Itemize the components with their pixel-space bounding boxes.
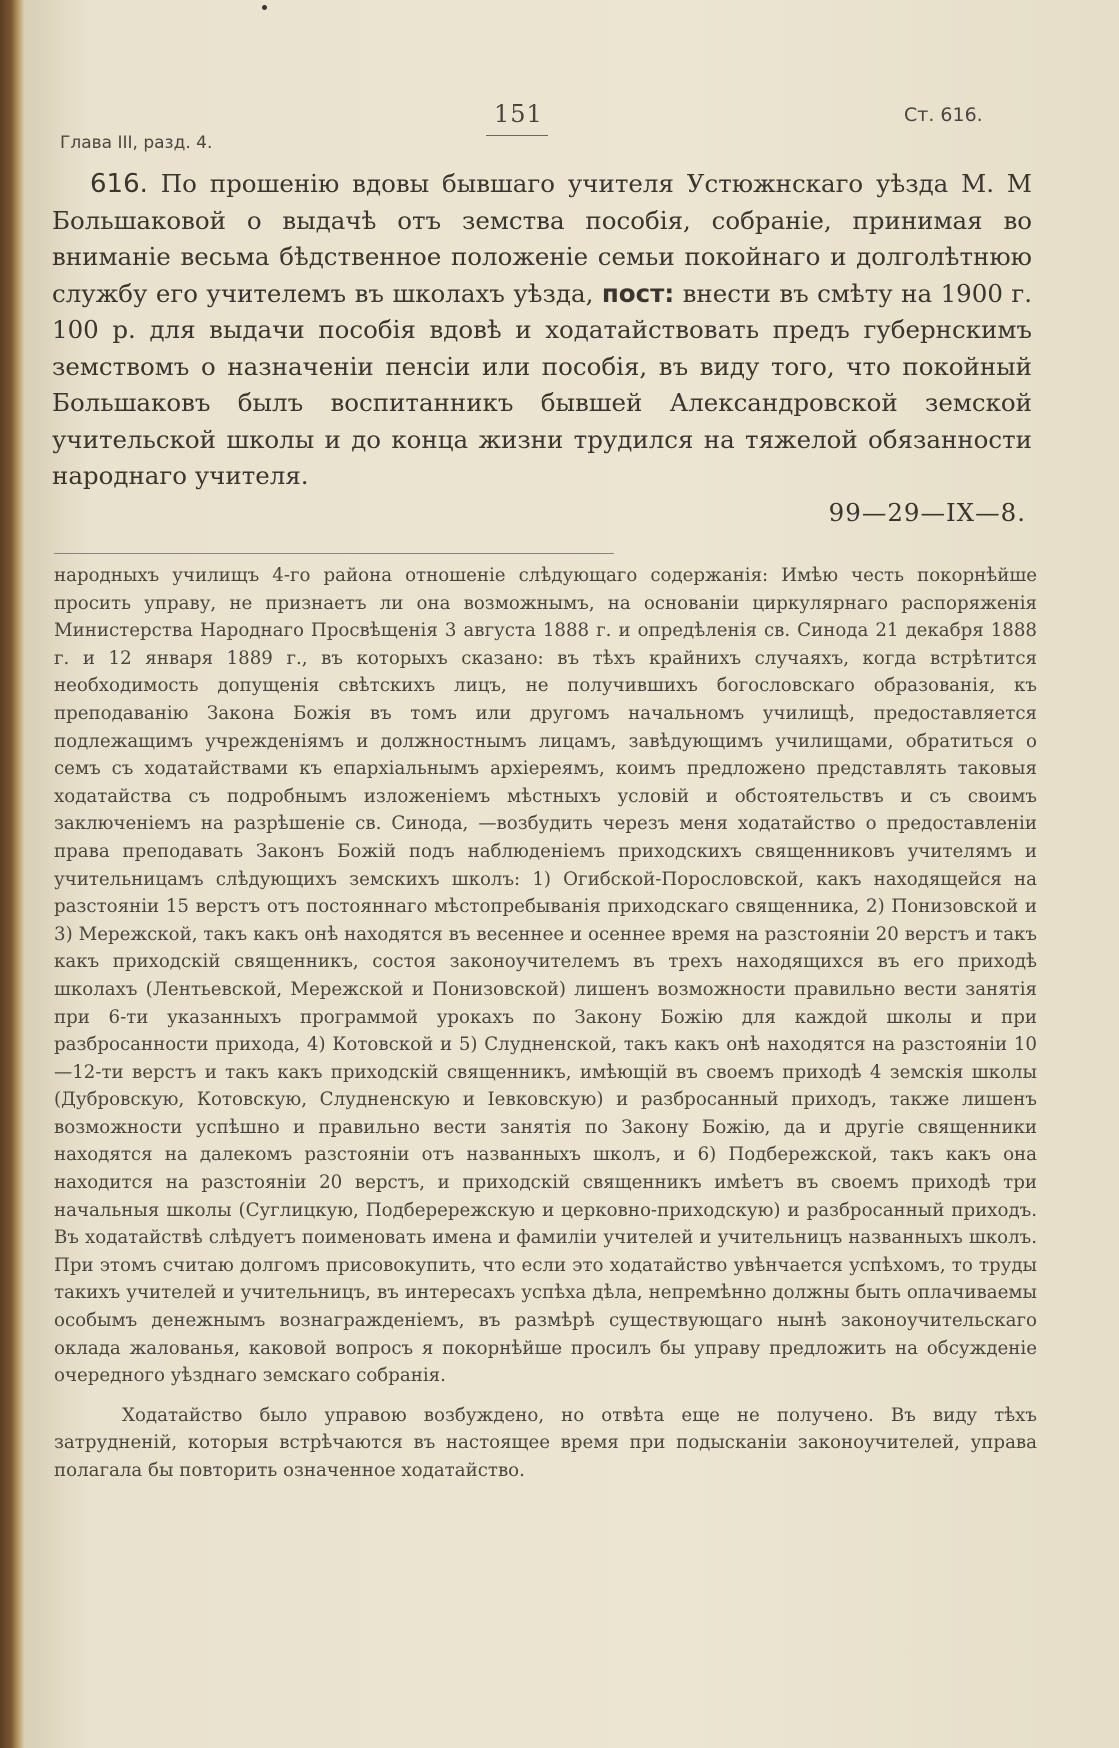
chapter-heading: Глава III, разд. 4. xyxy=(60,133,213,153)
page xyxy=(24,0,1119,1748)
article-reference: Ст. 616. xyxy=(904,104,983,126)
article-number: 616. xyxy=(90,169,148,199)
article-text-end: внести въ смѣту на 1900 г. 100 р. для выдачи пособія вдовѣ и ходатайствовать предъ губернскимъ земствомъ о назначеніи пенсіи или пособія, въ виду того, что покойный Большаковъ былъ воспитанникъ бывшей Александровской земской учительской школы и до конца жизни трудился на тяжелой обязанности народнаго учителя. xyxy=(52,278,1033,490)
section-separator xyxy=(54,553,614,554)
article-616 xyxy=(52,166,1032,531)
page-number-rule xyxy=(486,135,548,136)
continuation-text xyxy=(54,562,1037,1485)
article-signature: 99—29—IX—8. xyxy=(828,497,1026,527)
book-spine xyxy=(0,0,24,1748)
resolution-label: пост: xyxy=(601,278,675,308)
ink-speck xyxy=(262,5,267,10)
page-number: 151 xyxy=(494,100,543,128)
continuation-paragraph: Ходатайство было управою возбуждено, но отвѣта еще не получено. Въ виду тѣхъ затрудненій, которыя встрѣчаются въ настоящее время при подысканіи законоучителей, управа полагала бы повторить означенное ходатайство. xyxy=(54,1404,1037,1481)
continuation-paragraph: народныхъ училищъ 4-го района отношеніе слѣдующаго содержанія: Имѣю честь покорнѣйше просить управу, не признаетъ ли она возможнымъ, на основаніи циркулярнаго распоряженія Министерства Народнаго Просвѣщенія 3 августа 1888 г. и опредѣленія св. Синода 21 декабря 1888 г. и 12 января 1889 г., въ которыхъ сказано: въ тѣхъ крайнихъ случаяхъ, когда встрѣтится необходимость допущенія свѣтскихъ лицъ, не получившихъ богословскаго образованія, къ преподаванію Закона Божія въ томъ или другомъ начальномъ училищѣ, предоставляется подлежащимъ учрежденіямъ и должностнымъ лицамъ, завѣдующимъ училищами, обратиться о семъ съ ходатайствами къ епархіальнымъ архіереямъ, коимъ предложено представлять таковыя ходатайства съ подробнымъ изложеніемъ мѣстныхъ условій и обстоятельствъ и съ своимъ заключеніемъ на разрѣшеніе св. Синода, —возбудить черезъ меня ходатайство о предоставленіи права преподавать Законъ Божій подъ наблюденіемъ приходскихъ священниковъ учителямъ и учительницамъ слѣдующихъ земскихъ школъ: 1) Огибской-Порословской, какъ находящейся на разстояніи 15 верстъ отъ постояннаго мѣстопребыванія приходскаго священника, 2) Понизовской и 3) Мережской, такъ какъ онѣ находятся въ весеннее и осеннее время на разстояніи 20 верстъ и такъ какъ приходскій священникъ, состоя законоучителемъ въ трехъ находящихся въ его приходѣ школахъ (Лентьевской, Мережской и Понизовской) лишенъ возможности правильно вести занятія при 6-ти указанныхъ программой урокахъ по Закону Божію для каждой школы и при разбросанности прихода, 4) Котовской и 5) Слудненской, такъ какъ онѣ находятся на разстояніи 10—12-ти верстъ и такъ какъ приходскій священникъ, имѣющій въ своемъ приходѣ 4 земскія школы (Дубровскую, Котовскую, Слудненскую и Іевковскую) и разбросанный приходъ, также лишенъ возможности успѣшно и правильно вести занятія по Закону Божію, да и другіе священники находятся на далекомъ разстояніи отъ названныхъ школъ, и 6) Подбережской, такъ какъ она находится на разстояніи 20 верстъ, и приходскій священникъ имѣетъ въ своемъ приходѣ три начальныя школы (Суглицкую, Подберережскую и церковно-приходскую) и разбросанный приходъ. Въ ходатайствѣ слѣдуетъ поименовать имена и фамиліи учителей и учительницъ названныхъ школъ. При этомъ считаю долгомъ присовокупить, что если это ходатайство увѣнчается успѣхомъ, то труды такихъ учителей и учительницъ, въ интересахъ успѣха дѣла, непремѣнно должны быть оплачиваемы особымъ денежнымъ вознагражденіемъ, въ размѣрѣ существующаго нынѣ законоучительскаго оклада жалованья, каковой вопросъ я покорнѣйше просилъ бы управу предложить на обсужденіе очередного уѣзднаго земскаго собранія. xyxy=(54,565,1037,1387)
article-text-start: По прошенію вдовы бывшаго учителя Устюжнскаго уѣзда М. М Большаковой о выдачѣ отъ земства пособія, собраніе, принимая во вниманіе весьма бѣдственное положеніе семьи покойнаго и долголѣтнюю службу его учителемъ въ школахъ уѣзда, xyxy=(52,169,1033,308)
